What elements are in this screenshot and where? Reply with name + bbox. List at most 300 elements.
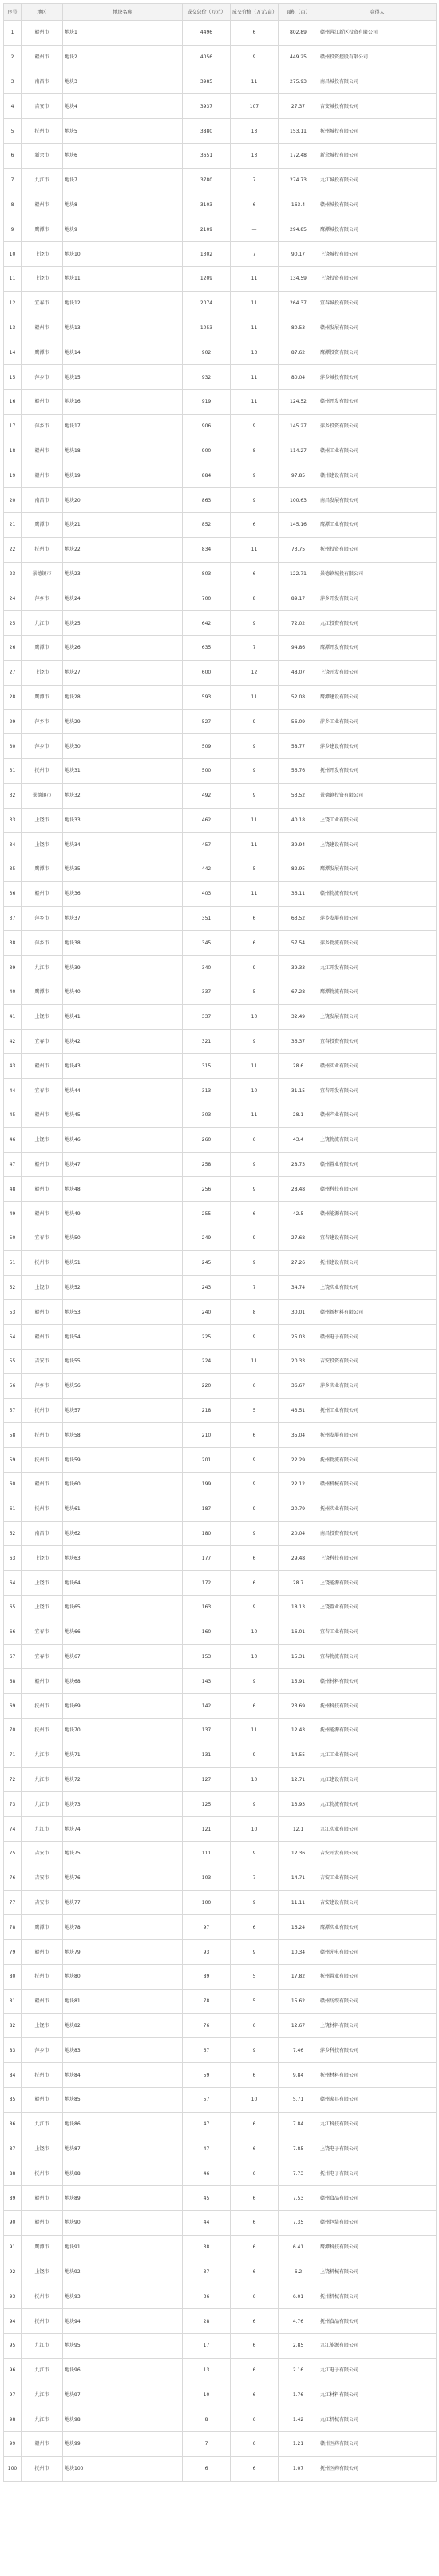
cell-total-price: 143	[183, 1669, 231, 1694]
cell-area: 9.84	[279, 2063, 318, 2088]
cell-area: 22.12	[279, 1473, 318, 1497]
cell-total-price: 125	[183, 1792, 231, 1817]
cell-buyer: 赣州科技有限公司	[318, 1177, 437, 1202]
cell-index: 59	[4, 1448, 22, 1473]
cell-total-price: 46	[183, 2161, 231, 2186]
cell-buyer: 萍乡物流有限公司	[318, 931, 437, 956]
cell-area: 100.63	[279, 488, 318, 513]
cell-parcel-name: 地块30	[63, 734, 183, 759]
cell-total-price: 345	[183, 931, 231, 956]
cell-index: 12	[4, 291, 22, 316]
header-row	[4, 4, 437, 21]
cell-parcel-name: 地块8	[63, 193, 183, 217]
cell-parcel-name: 地块77	[63, 1890, 183, 1915]
cell-total-price: 902	[183, 340, 231, 365]
cell-region: 抚州市	[22, 1497, 63, 1521]
table-row	[4, 2186, 437, 2211]
cell-area: 15.91	[279, 1669, 318, 1694]
cell-area: 32.49	[279, 1004, 318, 1029]
cell-buyer: 上饶能源有限公司	[318, 1571, 437, 1596]
table-row	[4, 1177, 437, 1202]
cell-index: 33	[4, 808, 22, 833]
cell-region: 抚州市	[22, 1718, 63, 1743]
cell-buyer: 上饶建设有限公司	[318, 833, 437, 857]
cell-buyer: 上饶城投有限公司	[318, 242, 437, 267]
cell-unit-price: 5	[231, 1964, 279, 1989]
table-row	[4, 2333, 437, 2358]
cell-region: 鹰潭市	[22, 857, 63, 882]
table-row	[4, 586, 437, 611]
cell-region: 抚州市	[22, 1423, 63, 1448]
cell-parcel-name: 地块5	[63, 119, 183, 144]
cell-unit-price: 7	[231, 242, 279, 267]
table-row	[4, 2432, 437, 2457]
cell-total-price: 462	[183, 808, 231, 833]
table-row	[4, 1054, 437, 1079]
table-row	[4, 1152, 437, 1177]
cell-buyer: 抚州科技有限公司	[318, 1694, 437, 1719]
cell-index: 98	[4, 2407, 22, 2432]
cell-index: 34	[4, 833, 22, 857]
cell-index: 88	[4, 2161, 22, 2186]
table-row	[4, 1373, 437, 1398]
cell-area: 11.11	[279, 1890, 318, 1915]
cell-area: 17.82	[279, 1964, 318, 1989]
table-row	[4, 1497, 437, 1521]
cell-parcel-name: 地块36	[63, 881, 183, 906]
cell-area: 1.07	[279, 2456, 318, 2481]
cell-area: 12.36	[279, 1841, 318, 1866]
cell-index: 95	[4, 2333, 22, 2358]
cell-unit-price: 7	[231, 1866, 279, 1890]
table-row	[4, 931, 437, 956]
cell-total-price: 28	[183, 2309, 231, 2334]
cell-total-price: 7	[183, 2432, 231, 2457]
cell-total-price: 256	[183, 1177, 231, 1202]
cell-total-price: 225	[183, 1325, 231, 1350]
cell-total-price: 500	[183, 758, 231, 783]
table-row	[4, 2112, 437, 2137]
cell-area: 274.73	[279, 168, 318, 193]
cell-area: 27.37	[279, 94, 318, 119]
cell-unit-price: 9	[231, 1152, 279, 1177]
cell-parcel-name: 地块37	[63, 906, 183, 931]
cell-area: 22.29	[279, 1448, 318, 1473]
cell-region: 萍乡市	[22, 1373, 63, 1398]
cell-buyer: 吉安工业有限公司	[318, 1866, 437, 1890]
cell-buyer: 抚州建设有限公司	[318, 1250, 437, 1275]
cell-unit-price: 6	[231, 1915, 279, 1940]
cell-region: 上饶市	[22, 2013, 63, 2038]
cell-region: 上饶市	[22, 1004, 63, 1029]
cell-buyer: 抚州发展有限公司	[318, 1423, 437, 1448]
cell-buyer: 九江开发有限公司	[318, 956, 437, 980]
cell-buyer: 上饶科技有限公司	[318, 1546, 437, 1571]
cell-region: 吉安市	[22, 1866, 63, 1890]
cell-index: 83	[4, 2038, 22, 2063]
cell-total-price: 3985	[183, 70, 231, 94]
cell-region: 上饶市	[22, 2260, 63, 2284]
cell-parcel-name: 地块34	[63, 833, 183, 857]
cell-index: 21	[4, 512, 22, 537]
cell-unit-price: 13	[231, 143, 279, 168]
table-row	[4, 562, 437, 586]
cell-buyer: 宜春投资有限公司	[318, 1029, 437, 1054]
table-row	[4, 1669, 437, 1694]
cell-unit-price: 8	[231, 439, 279, 463]
cell-total-price: 258	[183, 1152, 231, 1177]
cell-total-price: 131	[183, 1743, 231, 1767]
cell-region: 萍乡市	[22, 710, 63, 734]
table-row	[4, 537, 437, 562]
cell-index: 60	[4, 1473, 22, 1497]
cell-buyer: 鹰潭城投有限公司	[318, 217, 437, 242]
cell-index: 31	[4, 758, 22, 783]
cell-parcel-name: 地块23	[63, 562, 183, 586]
cell-unit-price: 6	[231, 2432, 279, 2457]
cell-index: 65	[4, 1596, 22, 1620]
cell-index: 16	[4, 389, 22, 414]
cell-region: 赣州市	[22, 439, 63, 463]
cell-index: 4	[4, 94, 22, 119]
cell-parcel-name: 地块90	[63, 2210, 183, 2235]
cell-area: 82.95	[279, 857, 318, 882]
cell-index: 54	[4, 1325, 22, 1350]
cell-total-price: 187	[183, 1497, 231, 1521]
table-row	[4, 635, 437, 660]
cell-index: 17	[4, 414, 22, 439]
cell-total-price: 1209	[183, 266, 231, 291]
cell-parcel-name: 地块51	[63, 1250, 183, 1275]
cell-region: 赣州市	[22, 1103, 63, 1128]
cell-unit-price: 11	[231, 808, 279, 833]
cell-parcel-name: 地块79	[63, 1940, 183, 1965]
cell-parcel-name: 地块20	[63, 488, 183, 513]
table-row	[4, 143, 437, 168]
cell-region: 九江市	[22, 2112, 63, 2137]
cell-buyer: 上饶发展有限公司	[318, 1004, 437, 1029]
cell-total-price: 457	[183, 833, 231, 857]
cell-parcel-name: 地块45	[63, 1103, 183, 1128]
cell-index: 25	[4, 611, 22, 636]
cell-total-price: 351	[183, 906, 231, 931]
cell-index: 6	[4, 143, 22, 168]
table-row	[4, 1694, 437, 1719]
cell-buyer: 赣州家具有限公司	[318, 2087, 437, 2112]
table-row	[4, 956, 437, 980]
cell-area: 63.52	[279, 906, 318, 931]
cell-total-price: 321	[183, 1029, 231, 1054]
cell-buyer: 抚州物流有限公司	[318, 1448, 437, 1473]
cell-area: 15.62	[279, 1989, 318, 2013]
cell-region: 吉安市	[22, 94, 63, 119]
cell-total-price: 47	[183, 2137, 231, 2161]
cell-total-price: 199	[183, 1473, 231, 1497]
cell-parcel-name: 地块89	[63, 2186, 183, 2211]
cell-unit-price: 5	[231, 1989, 279, 2013]
cell-total-price: 803	[183, 562, 231, 586]
cell-parcel-name: 地块61	[63, 1497, 183, 1521]
cell-total-price: 76	[183, 2013, 231, 2038]
cell-buyer: 萍乡城投有限公司	[318, 365, 437, 390]
header-index: 序号	[4, 4, 22, 21]
cell-unit-price: 6	[231, 2407, 279, 2432]
table-row	[4, 291, 437, 316]
cell-region: 赣州市	[22, 193, 63, 217]
cell-index: 28	[4, 685, 22, 710]
cell-area: 145.27	[279, 414, 318, 439]
cell-unit-price: 10	[231, 1004, 279, 1029]
cell-index: 61	[4, 1497, 22, 1521]
cell-area: 6.41	[279, 2235, 318, 2260]
cell-parcel-name: 地块4	[63, 94, 183, 119]
cell-total-price: 59	[183, 2063, 231, 2088]
cell-index: 51	[4, 1250, 22, 1275]
cell-index: 86	[4, 2112, 22, 2137]
cell-total-price: 153	[183, 1644, 231, 1669]
cell-buyer: 赣州新材料有限公司	[318, 1300, 437, 1325]
cell-parcel-name: 地块98	[63, 2407, 183, 2432]
cell-area: 264.37	[279, 291, 318, 316]
table-row	[4, 1841, 437, 1866]
cell-unit-price: 6	[231, 1127, 279, 1152]
cell-unit-price: 11	[231, 685, 279, 710]
cell-parcel-name: 地块83	[63, 2038, 183, 2063]
cell-total-price: 10	[183, 2383, 231, 2407]
table-row	[4, 94, 437, 119]
cell-buyer: 南昌城投有限公司	[318, 70, 437, 94]
cell-total-price: 121	[183, 1817, 231, 1842]
cell-unit-price: 10	[231, 1817, 279, 1842]
cell-region: 萍乡市	[22, 2038, 63, 2063]
cell-buyer: 九江城投有限公司	[318, 168, 437, 193]
cell-index: 29	[4, 710, 22, 734]
cell-area: 122.71	[279, 562, 318, 586]
table-row	[4, 1398, 437, 1423]
cell-region: 赣州市	[22, 1152, 63, 1177]
cell-parcel-name: 地块39	[63, 956, 183, 980]
cell-index: 35	[4, 857, 22, 882]
cell-unit-price: 11	[231, 537, 279, 562]
cell-index: 75	[4, 1841, 22, 1866]
cell-parcel-name: 地块40	[63, 980, 183, 1005]
cell-index: 71	[4, 1743, 22, 1767]
cell-unit-price: 9	[231, 463, 279, 488]
cell-parcel-name: 地块38	[63, 931, 183, 956]
cell-area: 73.75	[279, 537, 318, 562]
cell-area: 7.73	[279, 2161, 318, 2186]
cell-total-price: 340	[183, 956, 231, 980]
cell-index: 30	[4, 734, 22, 759]
table-row	[4, 734, 437, 759]
cell-buyer: 赣州开发有限公司	[318, 389, 437, 414]
cell-parcel-name: 地块25	[63, 611, 183, 636]
land-transaction-table	[3, 3, 437, 2482]
cell-parcel-name: 地块63	[63, 1546, 183, 1571]
cell-parcel-name: 地块24	[63, 586, 183, 611]
table-row	[4, 217, 437, 242]
table-row	[4, 2260, 437, 2284]
cell-total-price: 1302	[183, 242, 231, 267]
cell-area: 87.62	[279, 340, 318, 365]
cell-total-price: 492	[183, 783, 231, 808]
cell-area: 15.31	[279, 1644, 318, 1669]
cell-index: 89	[4, 2186, 22, 2211]
cell-parcel-name: 地块33	[63, 808, 183, 833]
cell-parcel-name: 地块65	[63, 1596, 183, 1620]
cell-region: 赣州市	[22, 881, 63, 906]
cell-unit-price: 6	[231, 1373, 279, 1398]
cell-parcel-name: 地块16	[63, 389, 183, 414]
cell-parcel-name: 地块72	[63, 1767, 183, 1792]
cell-buyer: 抚州食品有限公司	[318, 2309, 437, 2334]
cell-buyer: 上饶投资有限公司	[318, 266, 437, 291]
cell-area: 13.93	[279, 1792, 318, 1817]
table-row	[4, 1350, 437, 1374]
cell-area: 6.2	[279, 2260, 318, 2284]
cell-region: 赣州市	[22, 1325, 63, 1350]
table-row	[4, 906, 437, 931]
cell-parcel-name: 地块26	[63, 635, 183, 660]
cell-buyer: 赣州置业有限公司	[318, 1152, 437, 1177]
cell-region: 九江市	[22, 1817, 63, 1842]
cell-region: 宜春市	[22, 1029, 63, 1054]
cell-region: 上饶市	[22, 660, 63, 685]
cell-area: 43.4	[279, 1127, 318, 1152]
table-row	[4, 1226, 437, 1251]
cell-buyer: 九江工业有限公司	[318, 1743, 437, 1767]
cell-buyer: 宜春物流有限公司	[318, 1644, 437, 1669]
cell-index: 46	[4, 1127, 22, 1152]
cell-unit-price: 6	[231, 1571, 279, 1596]
table-row	[4, 1300, 437, 1325]
cell-unit-price: 9	[231, 956, 279, 980]
cell-index: 10	[4, 242, 22, 267]
cell-parcel-name: 地块41	[63, 1004, 183, 1029]
cell-buyer: 赣州食品有限公司	[318, 2186, 437, 2211]
cell-index: 2	[4, 45, 22, 70]
cell-unit-price: 10	[231, 1620, 279, 1644]
cell-unit-price: 13	[231, 119, 279, 144]
cell-buyer: 九江电子有限公司	[318, 2358, 437, 2383]
table-row	[4, 1866, 437, 1890]
cell-unit-price: 9	[231, 758, 279, 783]
cell-area: 134.59	[279, 266, 318, 291]
cell-area: 6.01	[279, 2284, 318, 2309]
cell-unit-price: 9	[231, 1521, 279, 1546]
cell-index: 44	[4, 1079, 22, 1103]
cell-region: 鹰潭市	[22, 1915, 63, 1940]
cell-unit-price: 6	[231, 2284, 279, 2309]
cell-buyer: 萍乡建设有限公司	[318, 734, 437, 759]
cell-parcel-name: 地块50	[63, 1226, 183, 1251]
cell-region: 宜春市	[22, 291, 63, 316]
cell-parcel-name: 地块46	[63, 1127, 183, 1152]
cell-unit-price: 6	[231, 2383, 279, 2407]
cell-region: 萍乡市	[22, 734, 63, 759]
cell-buyer: 南昌投资有限公司	[318, 1521, 437, 1546]
cell-area: 802.89	[279, 21, 318, 46]
table-row	[4, 1767, 437, 1792]
cell-region: 南昌市	[22, 488, 63, 513]
cell-total-price: 313	[183, 1079, 231, 1103]
cell-area: 12.67	[279, 2013, 318, 2038]
cell-unit-price: 6	[231, 512, 279, 537]
table-row	[4, 2309, 437, 2334]
cell-unit-price: 6	[231, 2063, 279, 2088]
cell-parcel-name: 地块19	[63, 463, 183, 488]
cell-buyer: 赣州物流有限公司	[318, 881, 437, 906]
cell-total-price: 509	[183, 734, 231, 759]
cell-index: 74	[4, 1817, 22, 1842]
cell-area: 42.5	[279, 1202, 318, 1226]
cell-parcel-name: 地块18	[63, 439, 183, 463]
cell-parcel-name: 地块35	[63, 857, 183, 882]
table-row	[4, 1202, 437, 1226]
cell-region: 上饶市	[22, 1571, 63, 1596]
cell-region: 南昌市	[22, 70, 63, 94]
table-row	[4, 710, 437, 734]
table-row	[4, 1964, 437, 1989]
cell-parcel-name: 地块27	[63, 660, 183, 685]
cell-parcel-name: 地块87	[63, 2137, 183, 2161]
cell-total-price: 201	[183, 1448, 231, 1473]
cell-total-price: 13	[183, 2358, 231, 2383]
cell-index: 24	[4, 586, 22, 611]
cell-total-price: 2074	[183, 291, 231, 316]
cell-buyer: 抚州医药有限公司	[318, 2456, 437, 2481]
cell-area: 4.76	[279, 2309, 318, 2334]
table-row	[4, 1521, 437, 1546]
cell-parcel-name: 地块55	[63, 1350, 183, 1374]
cell-buyer: 九江科技有限公司	[318, 2112, 437, 2137]
cell-area: 27.68	[279, 1226, 318, 1251]
cell-region: 抚州市	[22, 537, 63, 562]
cell-unit-price: 11	[231, 1103, 279, 1128]
cell-total-price: 172	[183, 1571, 231, 1596]
cell-total-price: 906	[183, 414, 231, 439]
table-row	[4, 611, 437, 636]
cell-index: 72	[4, 1767, 22, 1792]
cell-index: 26	[4, 635, 22, 660]
cell-total-price: 45	[183, 2186, 231, 2211]
cell-unit-price: 11	[231, 1054, 279, 1079]
cell-area: 48.07	[279, 660, 318, 685]
cell-index: 14	[4, 340, 22, 365]
cell-total-price: 38	[183, 2235, 231, 2260]
cell-index: 42	[4, 1029, 22, 1054]
cell-region: 九江市	[22, 611, 63, 636]
cell-total-price: 67	[183, 2038, 231, 2063]
table-row	[4, 1423, 437, 1448]
cell-unit-price: 10	[231, 2087, 279, 2112]
cell-region: 鹰潭市	[22, 217, 63, 242]
cell-parcel-name: 地块71	[63, 1743, 183, 1767]
cell-total-price: 2109	[183, 217, 231, 242]
cell-area: 36.37	[279, 1029, 318, 1054]
table-row	[4, 1004, 437, 1029]
cell-region: 赣州市	[22, 389, 63, 414]
cell-region: 上饶市	[22, 1275, 63, 1300]
cell-unit-price: 11	[231, 1350, 279, 1374]
cell-parcel-name: 地块96	[63, 2358, 183, 2383]
cell-index: 18	[4, 439, 22, 463]
cell-total-price: 834	[183, 537, 231, 562]
cell-unit-price: 6	[231, 2309, 279, 2334]
cell-area: 39.94	[279, 833, 318, 857]
cell-region: 赣州市	[22, 1300, 63, 1325]
cell-area: 294.85	[279, 217, 318, 242]
